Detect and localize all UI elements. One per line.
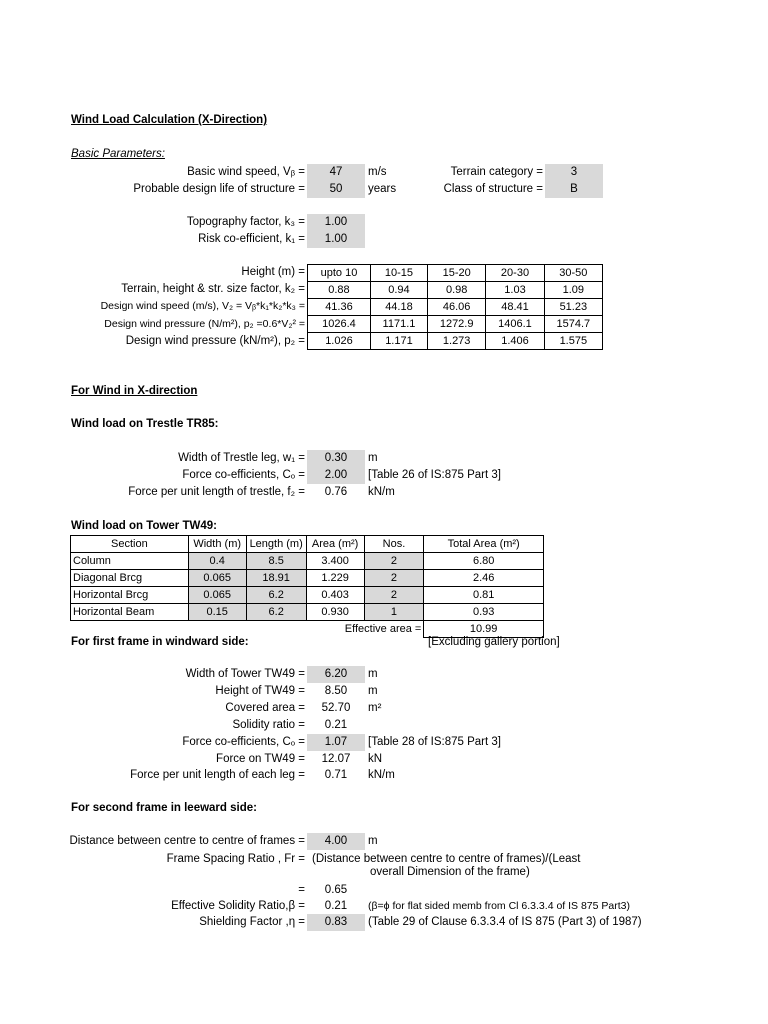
design-life-label: Probable design life of structure = [133,183,305,195]
table-cell: 30-50 [544,265,602,282]
trestle-cf-label: Force co-efficients, Cₒ = [182,469,305,481]
table-cell: 1.03 [486,282,544,299]
frame-spacing-ratio-formula: (Distance between centre to centre of frames)/(Least [312,853,581,865]
leg-force-label: Force per unit length of each leg = [130,769,305,781]
design-wind-pressure-knm2-row-label: Design wind pressure (kN/m²), p₂ = [125,335,305,347]
tower-force-value: 12.07 [321,753,351,765]
trestle-cf-value[interactable]: 2.00 [307,467,365,484]
height-factor-table [307,264,603,350]
table-cell: 1.09 [544,282,602,299]
shielding-factor-value[interactable]: 0.83 [307,914,365,931]
tower-width-label: Width of Tower TW49 = [185,668,305,680]
height-row-label: Height (m) = [241,266,305,278]
length-cell[interactable]: 6.2 [246,587,306,604]
effective-solidity-ratio-note: (β=ϕ for flat sided memb from Cl 6.3.3.4 of IS 875 Part3) [368,900,630,912]
table-row [308,316,603,333]
table-row [308,333,603,350]
total-area-cell: 2.46 [424,570,544,587]
area-cell: 1.229 [306,570,364,587]
table-cell: 0.94 [370,282,427,299]
leg-force-value: 0.71 [324,769,348,781]
design-wind-speed-row-label: Design wind speed (m/s), V₂ = Vᵦ*k₁*k₂*k₃ = [100,300,305,312]
effective-solidity-ratio-label: Effective Solidity Ratio,β = [171,900,305,912]
nos-cell[interactable]: 2 [364,553,424,570]
first-frame-heading: For first frame in windward side: [71,636,249,648]
table-cell: 1.171 [370,333,427,350]
table-cell: 0.98 [428,282,486,299]
class-of-structure-label: Class of structure = [443,183,543,195]
trestle-width-label: Width of Trestle leg, w₁ = [178,452,305,464]
page-title: Wind Load Calculation (X-Direction) [71,114,268,126]
class-of-structure-value[interactable]: B [545,181,603,198]
trestle-width-value[interactable]: 0.30 [307,450,365,467]
table-cell: 1574.7 [544,316,602,333]
table-row [308,282,603,299]
tower-heading: Wind load on Tower TW49: [71,520,217,532]
frame-spacing-ratio-label: Frame Spacing Ratio , Fr = [166,853,305,865]
excluding-gallery-note: [Excluding gallery portion] [428,636,560,648]
table-cell: 0.88 [308,282,371,299]
table-cell: upto 10 [308,265,371,282]
topography-factor-value[interactable]: 1.00 [307,214,365,231]
table-cell: 46.06 [428,299,486,316]
second-frame-heading: For second frame in leeward side: [71,802,257,814]
table-row [308,265,603,282]
table-row [71,604,544,621]
solidity-ratio-label: Solidity ratio = [232,719,305,731]
topography-factor-label: Topography factor, k₃ = [186,216,305,228]
table-cell: 1406.1 [486,316,544,333]
section-cell: Diagonal Brcg [71,570,189,587]
x-direction-heading: For Wind in X-direction [71,385,198,397]
column-header: Width (m) [188,536,246,553]
covered-area-label: Covered area = [225,702,305,714]
tower-height-value: 8.50 [324,685,348,697]
width-cell[interactable]: 0.065 [188,570,246,587]
trestle-force-value: 0.76 [324,486,348,498]
width-cell[interactable]: 0.4 [188,553,246,570]
design-wind-pressure-nm2-row-label: Design wind pressure (N/m²), p₂ =0.6*V₂² = [104,318,305,330]
shielding-factor-label: Shielding Factor ,η = [199,916,305,928]
tower-width-unit: m [368,668,378,680]
basic-wind-speed-label: Basic wind speed, Vᵦ = [187,166,305,178]
table-cell: 41.36 [308,299,371,316]
length-cell[interactable]: 18.91 [246,570,306,587]
covered-area-value: 52.70 [321,702,351,714]
length-cell[interactable]: 6.2 [246,604,306,621]
frame-spacing-ratio-equals: = [298,884,305,896]
column-header: Total Area (m²) [424,536,544,553]
section-cell: Column [71,553,189,570]
table-row [71,587,544,604]
trestle-force-unit: kN/m [368,486,395,498]
tower-width-value[interactable]: 6.20 [307,666,365,683]
nos-cell[interactable]: 2 [364,570,424,587]
table-row [308,299,603,316]
column-header: Area (m²) [306,536,364,553]
terrain-category-value[interactable]: 3 [545,164,603,181]
table-cell: 51.23 [544,299,602,316]
trestle-width-unit: m [368,452,378,464]
table-cell: 1.273 [428,333,486,350]
table-header-row [71,536,544,553]
column-header: Nos. [364,536,424,553]
table-row [71,553,544,570]
table-cell: 10-15 [370,265,427,282]
design-life-value[interactable]: 50 [307,181,365,198]
frame-distance-label: Distance between centre to centre of frames = [69,835,305,847]
frame-distance-unit: m [368,835,378,847]
table-row [71,570,544,587]
effective-area-label: Effective area = [344,623,422,636]
tower-cf-value[interactable]: 1.07 [307,734,365,751]
table-cell: 15-20 [428,265,486,282]
effective-solidity-ratio-value: 0.21 [324,900,348,912]
frame-spacing-ratio-formula-cont: overall Dimension of the frame) [370,866,530,878]
basic-parameters-heading: Basic Parameters: [71,148,165,160]
table-cell: 44.18 [370,299,427,316]
tower-height-unit: m [368,685,378,697]
total-area-cell: 6.80 [424,553,544,570]
covered-area-unit: m² [368,702,382,714]
frame-spacing-ratio-value: 0.65 [324,884,348,896]
basic-wind-speed-unit: m/s [368,166,387,178]
tower-height-label: Height of TW49 = [215,685,305,697]
terrain-category-label: Terrain category = [450,166,543,178]
section-cell: Horizontal Brcg [71,587,189,604]
table-cell: 1026.4 [308,316,371,333]
length-cell[interactable]: 8.5 [246,553,306,570]
table-cell: 1272.9 [428,316,486,333]
trestle-force-label: Force per unit length of trestle, f₂ = [128,486,305,498]
table-cell: 1.575 [544,333,602,350]
table-cell: 48.41 [486,299,544,316]
k2-row-label: Terrain, height & str. size factor, k₂ = [121,283,305,295]
design-life-unit: years [368,183,397,195]
frame-distance-value[interactable]: 4.00 [307,833,365,850]
area-cell: 0.403 [306,587,364,604]
total-area-cell: 0.93 [424,604,544,621]
column-header: Length (m) [246,536,306,553]
effective-area-value: 10.99 [424,621,544,638]
area-cell: 0.930 [306,604,364,621]
tower-force-label: Force on TW49 = [216,753,305,765]
basic-wind-speed-value[interactable]: 47 [307,164,365,181]
total-area-cell: 0.81 [424,587,544,604]
nos-cell[interactable]: 1 [364,604,424,621]
table-cell: 20-30 [486,265,544,282]
table-cell: 1.406 [486,333,544,350]
tower-area-table [70,535,544,638]
tower-force-unit: kN [368,753,383,765]
trestle-heading: Wind load on Trestle TR85: [71,418,219,430]
shielding-factor-note: (Table 29 of Clause 6.3.3.4 of IS 875 (Part 3) of 1987) [368,916,642,928]
section-cell: Horizontal Beam [71,604,189,621]
nos-cell[interactable]: 2 [364,587,424,604]
solidity-ratio-value: 0.21 [324,719,348,731]
risk-coefficient-value[interactable]: 1.00 [307,231,365,248]
leg-force-unit: kN/m [368,769,395,781]
area-cell: 3.400 [306,553,364,570]
tower-cf-label: Force co-efficients, Cₒ = [182,736,305,748]
table-cell: 1.026 [308,333,371,350]
tower-cf-reference: [Table 28 of IS:875 Part 3] [368,736,501,748]
table-cell: 1171.1 [370,316,427,333]
risk-coefficient-label: Risk co-efficient, k₁ = [198,233,305,245]
trestle-cf-reference: [Table 26 of IS:875 Part 3] [368,469,501,481]
column-header: Section [71,536,189,553]
width-cell[interactable]: 0.065 [188,587,246,604]
width-cell[interactable]: 0.15 [188,604,246,621]
